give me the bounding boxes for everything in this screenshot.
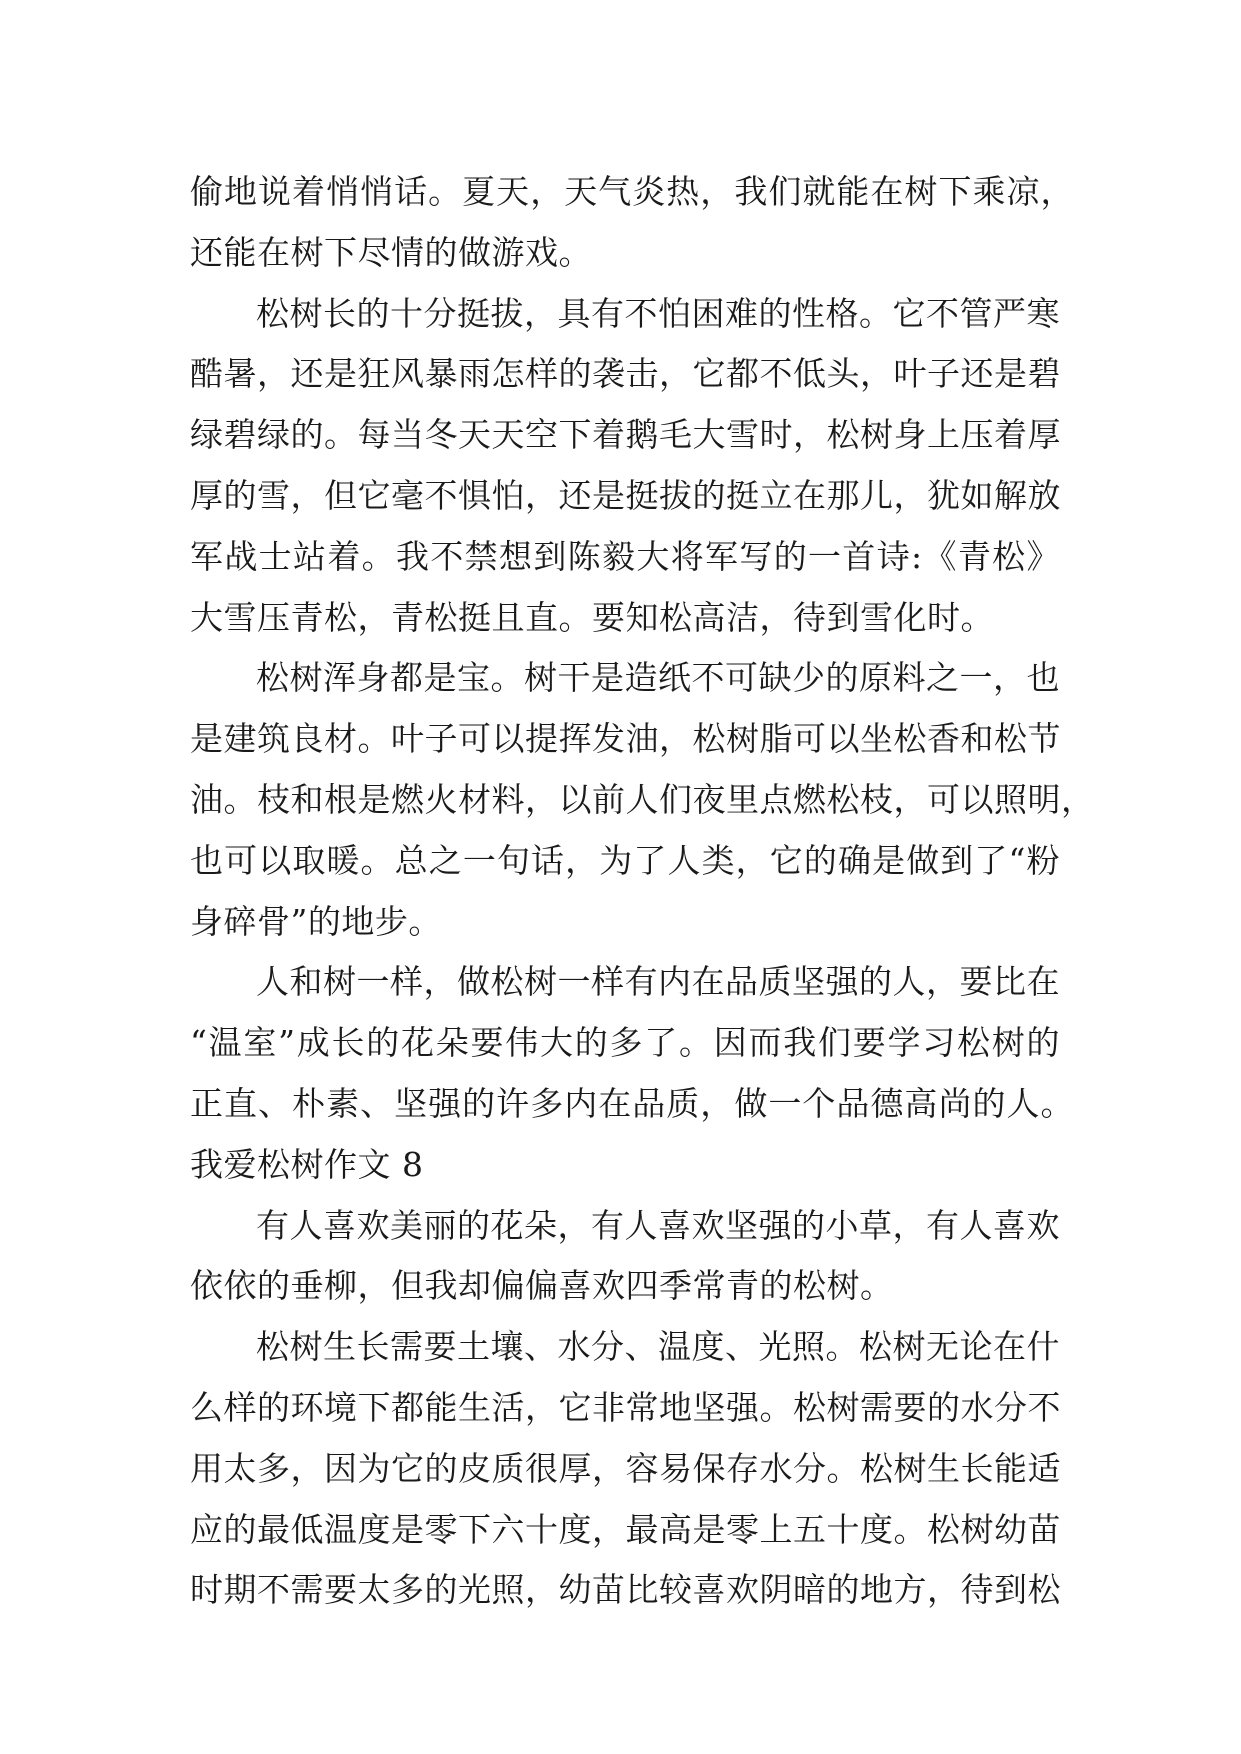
text-line: 大雪压青松，青松挺且直。要知松高洁，待到雪化时。 <box>190 597 994 637</box>
text-line: 绿碧绿的。每当冬天天空下着鹅毛大雪时，松树身上压着厚 <box>190 415 1061 455</box>
text-line: 松树生长需要土壤、水分、温度、光照。松树无论在什 <box>256 1327 1060 1367</box>
text-line: 松树长的十分挺拔，具有不怕困难的性格。它不管严寒 <box>256 293 1060 333</box>
text-line: “温室”成长的花朵要伟大的多了。因而我们要学习松树的 <box>190 1023 1060 1063</box>
section-heading: 我爱松树作文 8 <box>190 1144 424 1184</box>
text-line: 也可以取暖。总之一句话，为了人类，它的确是做到了“粉 <box>190 840 1060 880</box>
text-line: 油。枝和根是燃火材料，以前人们夜里点燃松枝，可以照明， <box>190 779 1095 819</box>
text-line: 有人喜欢美丽的花朵，有人喜欢坚强的小草，有人喜欢 <box>256 1205 1060 1245</box>
text-line: 松树浑身都是宝。树干是造纸不可缺少的原料之一，也 <box>256 658 1060 698</box>
text-line: 正直、朴素、坚强的许多内在品质，做一个品德高尚的人。 <box>190 1083 1074 1123</box>
text-line: 用太多，因为它的皮质很厚，容易保存水分。松树生长能适 <box>190 1448 1061 1488</box>
text-line: 偷地说着悄悄话。夏天，天气炎热，我们就能在树下乘凉， <box>190 172 1074 211</box>
text-line: 是建筑良材。叶子可以提挥发油，松树脂可以坐松香和松节 <box>190 719 1061 759</box>
text-line: 酷暑，还是狂风暴雨怎样的袭击，它都不低头，叶子还是碧 <box>190 354 1061 394</box>
essay-body <box>190 162 1095 1621</box>
text-line: 么样的环境下都能生活，它非常地坚强。松树需要的水分不 <box>190 1387 1061 1427</box>
text-line: 军战士站着。我不禁想到陈毅大将军写的一首诗:《青松》 <box>190 536 1060 576</box>
text-line: 人和树一样，做松树一样有内在品质坚强的人，要比在 <box>256 962 1060 1002</box>
text-line: 依依的垂柳，但我却偏偏喜欢四季常青的松树。 <box>190 1266 894 1306</box>
text-line: 厚的雪，但它毫不惧怕，还是挺拔的挺立在那儿，犹如解放 <box>190 475 1061 515</box>
text-line: 身碎骨”的地步。 <box>190 901 442 941</box>
text-line: 应的最低温度是零下六十度，最高是零上五十度。松树幼苗 <box>190 1509 1061 1549</box>
text-line: 还能在树下尽情的做游戏。 <box>190 232 592 272</box>
text-line: 时期不需要太多的光照，幼苗比较喜欢阴暗的地方，待到松 <box>190 1570 1061 1610</box>
